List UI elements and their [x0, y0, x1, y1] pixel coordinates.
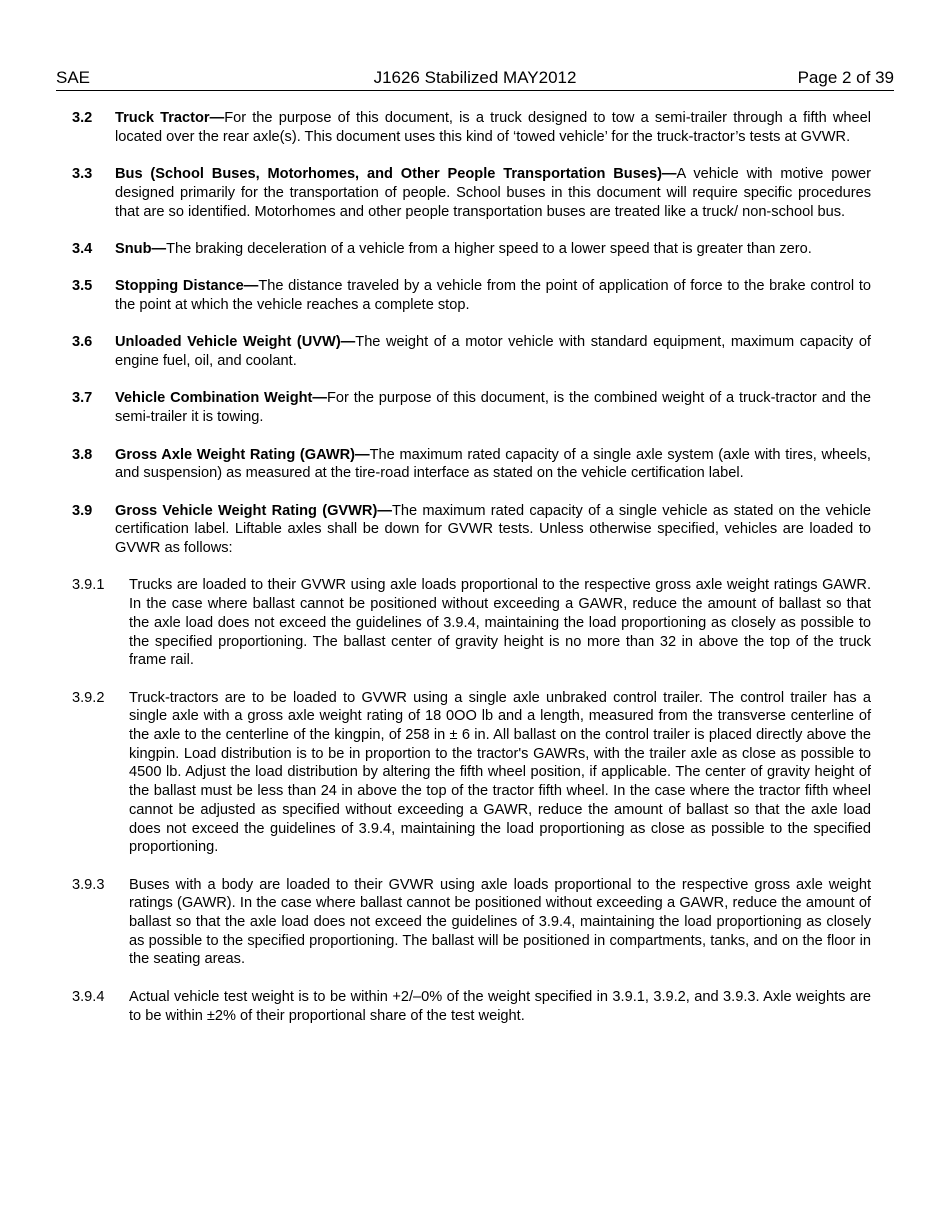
page-header — [56, 68, 894, 91]
subsection-text: Actual vehicle test weight is to be within +2/–0% of the weight specified in 3.9.1, 3.9.2, and 3.9.3. Axle weights are to be within ±2% of their proportional share of the test weight. — [129, 988, 871, 1024]
section-text: The distance traveled by a vehicle from the point of application of force to the brake control to the point at which the vehicle reaches a complete stop. — [115, 278, 872, 313]
section-text: The maximum rated capacity of a single vehicle as stated on the vehicle certification label. Liftable axles shall be down for GVWR tests. Unless otherwise specified, vehicles are loaded to GVWR as follows: — [115, 502, 871, 557]
section-3-3 — [72, 165, 871, 221]
header-page-number: Page 2 of 39 — [797, 68, 894, 87]
header-org: SAE — [56, 68, 91, 87]
section-term: Unloaded Vehicle Weight (UVW)— — [115, 334, 356, 351]
subsection-3-9-2 — [72, 689, 871, 857]
section-term: Gross Axle Weight Rating (GAWR)— — [115, 446, 370, 463]
section-text: For the purpose of this document, is a truck designed to tow a semi-trailer through a fifth wheel located over the rear axle(s). This document uses this kind of ‘towed vehicle’ for the truck-tractor’s tests at GVWR. — [115, 110, 871, 145]
document-body — [72, 109, 871, 1044]
section-term: Vehicle Combination Weight— — [115, 390, 328, 407]
section-text: For the purpose of this document, is the combined weight of a truck-tractor and the semi-trailer it is towing. — [115, 390, 871, 426]
section-3-7 — [72, 389, 871, 426]
subsection-number: 3.9.4 — [72, 988, 105, 1005]
section-number: 3.8 — [72, 446, 93, 463]
section-number: 3.5 — [72, 278, 93, 295]
section-term: Truck Tractor— — [115, 110, 225, 126]
section-3-9 — [72, 502, 871, 558]
section-3-4 — [72, 240, 871, 259]
section-term: Snub— — [115, 240, 167, 257]
section-number: 3.2 — [72, 110, 93, 126]
section-3-6 — [72, 333, 871, 370]
section-text: The braking deceleration of a vehicle from a higher speed to a lower speed that is greater than zero. — [166, 240, 812, 257]
section-text: The weight of a motor vehicle with standard equipment, maximum capacity of engine fuel, oil, and coolant. — [115, 334, 871, 370]
section-number: 3.9 — [72, 502, 93, 519]
section-number: 3.4 — [72, 240, 93, 257]
subsection-number: 3.9.2 — [72, 689, 105, 706]
subsection-3-9-3 — [72, 876, 871, 970]
subsection-text: Trucks are loaded to their GVWR using axle loads proportional to the respective gross axle weight ratings GAWR. In the case where ballast cannot be positioned without exceeding a GAWR, reduce the amount of ballast so that the axle load does not exceed the guidelines of 3.9.4, maintaining the load proportioning as closely as possible to the specified proportioning. The ballast center of gravity height is no more than 32 in above the top of the truck frame rail. — [129, 577, 871, 669]
section-text: A vehicle with motive power designed primarily for the transportation of people. School buses in this document will require specific procedures that are so identified. Motorhomes and other people transportation buses are treated like a truck/ non-school bus. — [115, 166, 871, 220]
section-3-5 — [72, 277, 871, 314]
subsection-text: Truck-tractors are to be loaded to GVWR using a single axle unbraked control trailer. The control trailer has a single axle with a gross axle weight rating of 18 0OO lb and a length, measured from the transverse centerline of the axle to the centerline of the kingpin, of 258 in ± 6 in. All ballast on the control trailer is placed directly above the kingpin. Load distribution is to be in proportion to the tractor's GAWRs, with the trailer axle as close as possible to 4500 lb. Adjust the load distribution by altering the fifth wheel position, if applicable. The center of gravity height of the ballast must be less than 24 in above the top of the tractor fifth wheel. In the case where the tractor fifth wheel cannot be adjusted as specified without exceeding a GAWR, reduce the amount of ballast so that the axle load does not exceed the guidelines of 3.9.4, maintaining the load proportioning as close as possible to the specified proportioning. — [129, 689, 871, 856]
subsection-3-9-4 — [72, 988, 871, 1025]
subsection-3-9-1 — [72, 576, 871, 670]
section-term: Stopping Distance— — [115, 278, 259, 295]
header-doc-id: J1626 Stabilized MAY2012 — [373, 68, 577, 87]
section-term: Gross Vehicle Weight Rating (GVWR)— — [115, 502, 392, 519]
section-3-2 — [72, 109, 871, 146]
section-term: Bus (School Buses, Motorhomes, and Other People Transportation Buses)— — [115, 166, 677, 183]
section-text: The maximum rated capacity of a single axle system (axle with tires, wheels, and suspension) as measured at the tire-road interface as stated on the vehicle certification label. — [115, 446, 871, 482]
subsection-number: 3.9.3 — [72, 876, 105, 893]
section-number: 3.6 — [72, 334, 93, 351]
subsection-text: Buses with a body are loaded to their GVWR using axle loads proportional to the respective gross axle weight ratings (GAWR). In the case where ballast cannot be positioned without exceeding a GAWR, reduce the amount of ballast so that the axle load does not exceed the guidelines of 3.9.4, maintaining the load proportioning as closely as possible to the specified proportioning. The ballast will be positioned in compartments, tanks, and on the floor in the seating areas. — [129, 876, 871, 968]
section-number: 3.7 — [72, 390, 93, 407]
section-3-8 — [72, 446, 871, 483]
subsection-number: 3.9.1 — [72, 577, 105, 594]
section-number: 3.3 — [72, 166, 93, 183]
